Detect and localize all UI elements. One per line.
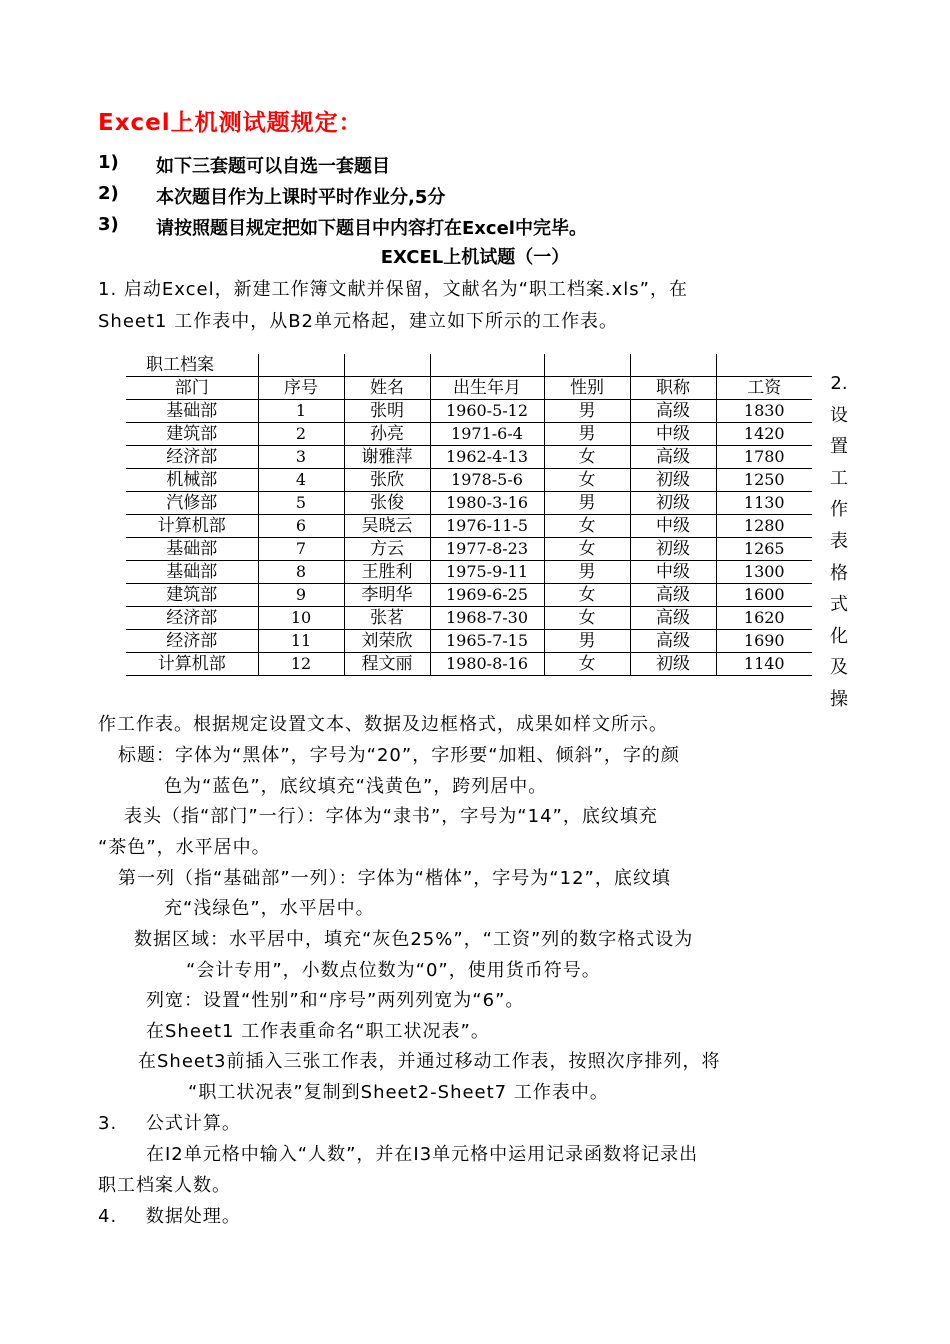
format-header-line-1: 表头（指“部门”一行）：字体为“隶书”，字号为“14”，底纹填充 <box>124 806 658 827</box>
sheet-cell: 吴晓云 <box>344 515 430 538</box>
question-number: 3. <box>98 1113 118 1134</box>
sheet-cell: 男 <box>544 492 630 515</box>
sheet-cell: 1969-6-25 <box>430 584 544 607</box>
sheet-row <box>126 400 812 423</box>
sheet-cell: 女 <box>544 584 630 607</box>
sheet-row <box>126 630 812 653</box>
sheet-cell: 王胜利 <box>344 561 430 584</box>
sheet-cell: 1965-7-15 <box>430 630 544 653</box>
header-cell: 职称 <box>630 377 716 400</box>
sheet-cell: 高级 <box>630 630 716 653</box>
sheet-cell: 李明华 <box>344 584 430 607</box>
sheet-row <box>126 515 812 538</box>
vertical-char: 式 <box>830 594 848 616</box>
question-1-line-1: 1. 启动Excel，新建工作簿文献并保留，文献名为“职工档案.xls”，在 <box>98 279 688 300</box>
sheet-cell: 1977-8-23 <box>430 538 544 561</box>
sheet-cell: 1140 <box>716 653 812 676</box>
sheet-cell: 男 <box>544 630 630 653</box>
question-4-heading <box>98 1202 241 1228</box>
requirement-text: 如下三套题可以自选一套题目 <box>156 156 390 177</box>
sheet-cell: 男 <box>544 561 630 584</box>
sheet-cell: 1830 <box>716 400 812 423</box>
sheet-cell: 初级 <box>630 538 716 561</box>
sheet-cell: 高级 <box>630 584 716 607</box>
format-rename-sheet: 在Sheet1 工作表重命名“职工状况表”。 <box>146 1021 490 1042</box>
sheet-cell: 张明 <box>344 400 430 423</box>
sheet-cell: 初级 <box>630 653 716 676</box>
sheet-cell: 女 <box>544 515 630 538</box>
sheet-cell: 11 <box>258 630 344 653</box>
sheet-row <box>126 607 812 630</box>
question-1-line-2: Sheet1 工作表中，从B2单元格起，建立如下所示的工作表。 <box>98 311 619 332</box>
sheet-cell: 高级 <box>630 607 716 630</box>
sheet-cell: 张欣 <box>344 469 430 492</box>
sheet-cell: 1968-7-30 <box>430 607 544 630</box>
sheet-cell: 女 <box>544 538 630 561</box>
sheet-cell: 女 <box>544 469 630 492</box>
sheet-cell: 经济部 <box>126 607 258 630</box>
sheet-cell: 高级 <box>630 446 716 469</box>
format-data-line-2: “会计专用”，小数点位数为“0”，使用货币符号。 <box>186 960 601 981</box>
sheet-cell: 程文丽 <box>344 653 430 676</box>
sheet-cell: 1980-8-16 <box>430 653 544 676</box>
sheet-cell: 1300 <box>716 561 812 584</box>
sheet-cell: 女 <box>544 653 630 676</box>
sheet-cell: 刘荣欣 <box>344 630 430 653</box>
sheet-cell: 1280 <box>716 515 812 538</box>
sheet-cell: 1980-3-16 <box>430 492 544 515</box>
vertical-char: 化 <box>830 625 848 647</box>
sheet-cell: 建筑部 <box>126 584 258 607</box>
vertical-char: 2. <box>830 373 848 394</box>
requirement-number: 1) <box>98 152 119 173</box>
sheet-cell: 12 <box>258 653 344 676</box>
sheet-header-row <box>126 377 812 400</box>
sheet-row <box>126 561 812 584</box>
vertical-char: 作 <box>830 499 848 521</box>
format-title-line-2: 色为“蓝色”，底纹填充“浅黄色”，跨列居中。 <box>164 776 548 797</box>
sheet-cell: 1 <box>258 400 344 423</box>
sheet-row <box>126 469 812 492</box>
sheet-row <box>126 653 812 676</box>
format-data-line-1: 数据区域：水平居中，填充“灰色25%”，“工资”列的数字格式设为 <box>134 929 694 950</box>
sheet-cell: 1420 <box>716 423 812 446</box>
requirement-text: 请按照题目规定把如下题目中内容打在Excel中完毕。 <box>156 218 587 239</box>
sheet-row <box>126 492 812 515</box>
format-first-col-line-1: 第一列（指“基础部”一列）：字体为“楷体”，字号为“12”，底纹填 <box>118 868 671 889</box>
sheet-cell: 汽修部 <box>126 492 258 515</box>
sheet-cell: 1620 <box>716 607 812 630</box>
sheet-cell: 基础部 <box>126 538 258 561</box>
requirement-number: 2) <box>98 183 119 204</box>
format-insert-line-2: “职工状况表”复制到Sheet2-Sheet7 工作表中。 <box>188 1082 609 1103</box>
question-number: 4. <box>98 1206 118 1227</box>
header-cell: 出生年月 <box>430 377 544 400</box>
exam-subtitle: EXCEL上机试题（一） <box>380 247 570 268</box>
sheet-cell: 1265 <box>716 538 812 561</box>
sheet-row <box>126 446 812 469</box>
sheet-cell: 高级 <box>630 400 716 423</box>
sheet-cell: 初级 <box>630 469 716 492</box>
sheet-cell: 5 <box>258 492 344 515</box>
header-cell: 姓名 <box>344 377 430 400</box>
sheet-cell: 男 <box>544 400 630 423</box>
sheet-cell: 7 <box>258 538 344 561</box>
format-first-col-line-2: 充“浅绿色”，水平居中。 <box>164 898 375 919</box>
format-header-line-2: “茶色”，水平居中。 <box>98 837 271 858</box>
sheet-cell: 基础部 <box>126 400 258 423</box>
sheet-cell: 2 <box>258 423 344 446</box>
sheet-cell: 张俊 <box>344 492 430 515</box>
sheet-cell: 8 <box>258 561 344 584</box>
vertical-char: 表 <box>830 530 848 552</box>
question-2-continuation: 作工作表。根据规定设置文本、数据及边框格式，成果如样文所示。 <box>98 714 668 735</box>
sheet-row <box>126 423 812 446</box>
question-title: 数据处理。 <box>145 1206 241 1227</box>
vertical-char: 操 <box>830 688 848 710</box>
sheet-cell: 男 <box>544 423 630 446</box>
sheet-cell: 6 <box>258 515 344 538</box>
sheet-cell: 1250 <box>716 469 812 492</box>
sheet-cell: 基础部 <box>126 561 258 584</box>
sheet-cell: 1962-4-13 <box>430 446 544 469</box>
sheet-body <box>126 400 812 676</box>
sheet-cell: 4 <box>258 469 344 492</box>
sheet-cell: 中级 <box>630 561 716 584</box>
question-2-vertical-text <box>828 368 850 716</box>
vertical-char: 格 <box>830 562 848 584</box>
sheet-cell: 9 <box>258 584 344 607</box>
sheet-cell: 孙亮 <box>344 423 430 446</box>
sheet-cell: 张茗 <box>344 607 430 630</box>
sheet-cell: 方云 <box>344 538 430 561</box>
header-cell: 序号 <box>258 377 344 400</box>
sheet-cell: 3 <box>258 446 344 469</box>
sheet-cell: 女 <box>544 446 630 469</box>
sheet-caption: 职工档案 <box>126 354 258 377</box>
vertical-char: 置 <box>830 436 848 458</box>
requirement-text: 本次题目作为上课时平时作业分,5分 <box>156 187 446 208</box>
sheet-cell: 1690 <box>716 630 812 653</box>
sheet-cell: 1978-5-6 <box>430 469 544 492</box>
sheet-cell: 1130 <box>716 492 812 515</box>
vertical-char: 工 <box>830 467 848 489</box>
question-3-body-line-2: 职工档案人数。 <box>98 1175 231 1196</box>
sheet-cell: 1975-9-11 <box>430 561 544 584</box>
sheet-cell: 1971-6-4 <box>430 423 544 446</box>
question-title: 公式计算。 <box>145 1113 241 1134</box>
document-title: Excel上机测试题规定： <box>98 110 363 136</box>
sheet-cell: 谢雅萍 <box>344 446 430 469</box>
sheet-cell: 1976-11-5 <box>430 515 544 538</box>
format-column-width: 列宽：设置“性别”和“序号”两列列宽为“6”。 <box>146 990 525 1011</box>
sheet-cell: 1780 <box>716 446 812 469</box>
requirement-number: 3) <box>98 214 119 235</box>
sheet-cell: 女 <box>544 607 630 630</box>
sheet-cell: 机械部 <box>126 469 258 492</box>
question-3-body-line-1: 在I2单元格中输入“人数”，并在I3单元格中运用记录函数将记录出 <box>146 1144 699 1165</box>
format-insert-line-1: 在Sheet3前插入三张工作表，并通过移动工作表，按照次序排列，将 <box>138 1051 721 1072</box>
sheet-cell: 1600 <box>716 584 812 607</box>
header-cell: 工资 <box>716 377 812 400</box>
sheet-cell: 1960-5-12 <box>430 400 544 423</box>
header-cell: 性别 <box>544 377 630 400</box>
format-title-line-1: 标题：字体为“黑体”，字号为“20”，字形要“加粗、倾斜”，字的颜 <box>118 745 680 766</box>
sheet-row <box>126 538 812 561</box>
sheet-cell: 10 <box>258 607 344 630</box>
sheet-cell: 计算机部 <box>126 515 258 538</box>
sheet-caption-row <box>126 354 812 377</box>
vertical-char: 及 <box>830 657 848 679</box>
sheet-cell: 初级 <box>630 492 716 515</box>
sheet-cell: 建筑部 <box>126 423 258 446</box>
sheet-cell: 经济部 <box>126 446 258 469</box>
sheet-cell: 经济部 <box>126 630 258 653</box>
employee-sheet-table <box>126 354 812 676</box>
sheet-cell: 计算机部 <box>126 653 258 676</box>
sheet-cell: 中级 <box>630 423 716 446</box>
vertical-char: 设 <box>830 404 848 426</box>
sheet-cell: 中级 <box>630 515 716 538</box>
sheet-row <box>126 584 812 607</box>
question-3-heading <box>98 1109 241 1135</box>
header-cell: 部门 <box>126 377 258 400</box>
